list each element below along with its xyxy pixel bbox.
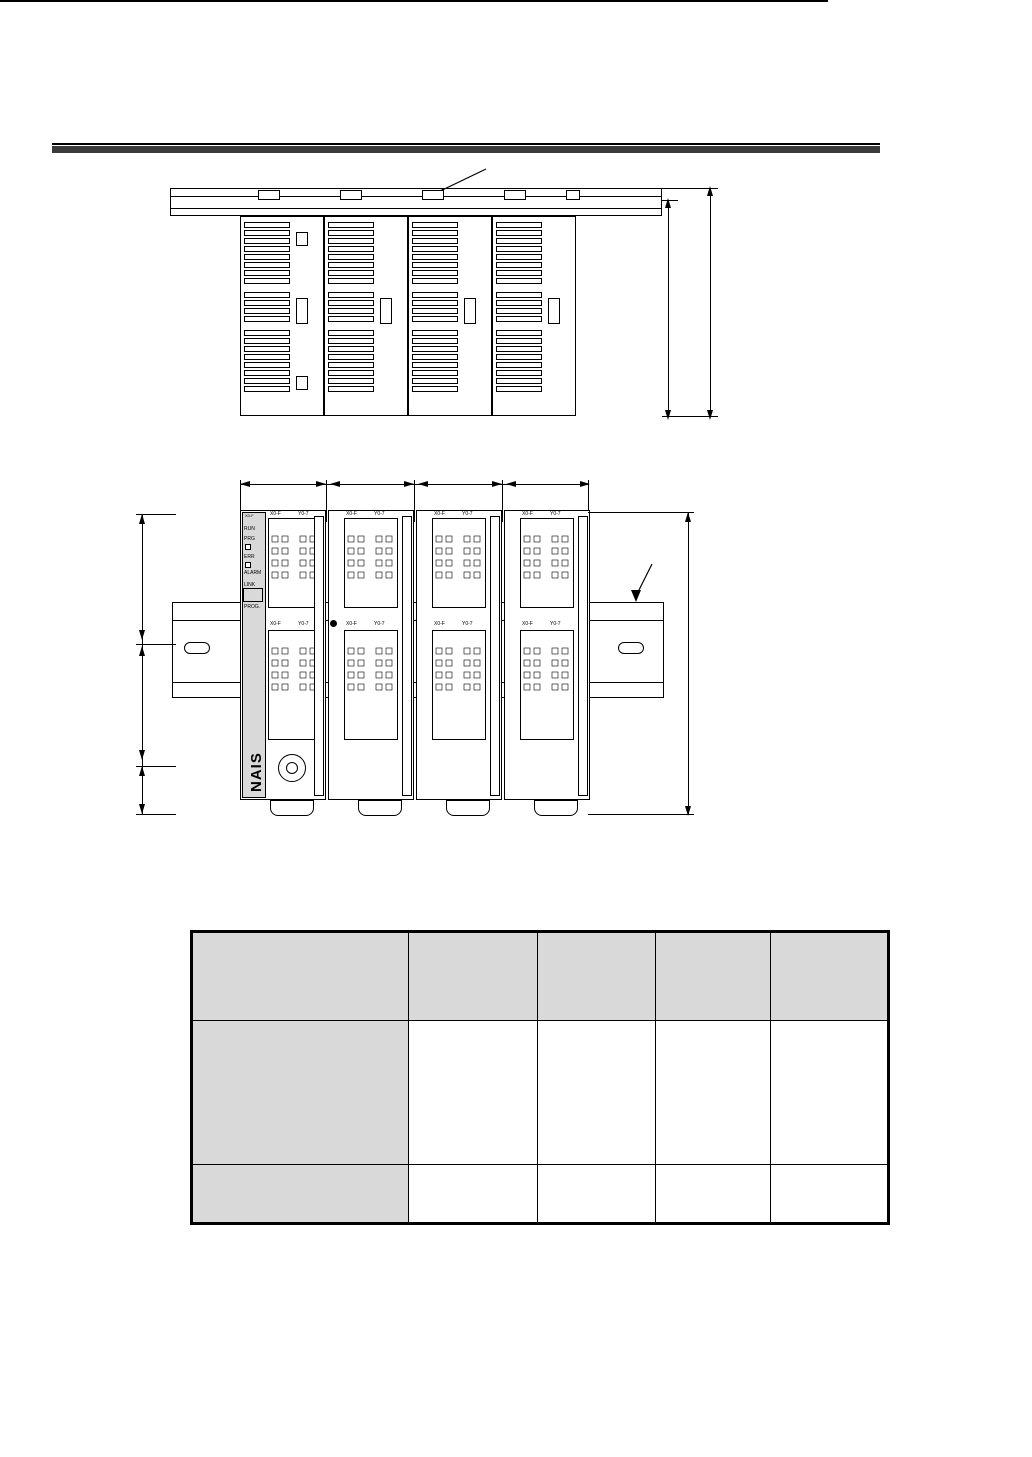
rail-tab (340, 190, 362, 200)
leader-arrow-icon (618, 562, 658, 608)
table-header-cell (193, 933, 409, 1021)
din-rail-edge-bottom (170, 208, 662, 209)
dimension-arrow-outer (704, 186, 718, 420)
terminal-label-y: Y0-7 (374, 621, 385, 627)
section-bar-hairline (52, 143, 880, 145)
rail-tab (422, 190, 444, 200)
table-cell (409, 1165, 538, 1223)
dimension-tick (588, 814, 694, 815)
led-dot (245, 562, 251, 568)
terminal-label-x: X0-F (522, 511, 533, 517)
terminal-label-x: X0-F (270, 621, 281, 627)
led-label-link: LINK (244, 582, 256, 588)
dimension-tick (136, 814, 176, 815)
table-header-cell (538, 933, 655, 1021)
rail-tab (504, 190, 526, 200)
terminal-label-y: Y0-7 (298, 621, 309, 627)
front-view-drawing (118, 470, 718, 840)
terminal-label-x: X0-F (434, 511, 445, 517)
dimension-arrow-inner (662, 198, 676, 420)
led-label-alarm: ALARM (244, 570, 262, 576)
dimension-arrow-overall-height (682, 510, 696, 818)
mounting-foot (534, 800, 578, 816)
module-side-connector (490, 516, 500, 796)
table-row (193, 1021, 888, 1165)
mounting-foot (270, 800, 314, 816)
dimension-chain-arrows (236, 478, 594, 492)
table-row-label (193, 1021, 409, 1165)
mounting-foot (446, 800, 490, 816)
table-cell (538, 1021, 655, 1165)
tool-port-center (286, 762, 298, 774)
footer-rule (0, 1, 828, 2)
terminal-label-x: X0-F (346, 621, 357, 627)
terminal-label-x: X0-F (522, 621, 533, 627)
terminal-label-y: Y0-7 (298, 511, 309, 517)
dimension-tick (136, 766, 176, 767)
table-cell (770, 1165, 887, 1223)
table-cell (770, 1021, 887, 1165)
dimension-tick (136, 644, 176, 645)
led-label-run: RUN (244, 526, 255, 532)
terminal-label-y: Y0-7 (374, 511, 385, 517)
terminal-label-y: Y0-7 (462, 511, 473, 517)
brand-logo-text: NAIS (248, 752, 265, 792)
led-label-prg: PRG (244, 536, 255, 542)
dimension-tick (662, 188, 718, 189)
module-side-connector (578, 516, 588, 796)
section-bar (52, 146, 880, 153)
terminal-label-x: X0-F (434, 621, 445, 627)
table-cell (655, 1021, 770, 1165)
table-header-cell (409, 933, 538, 1021)
led-dot (245, 544, 251, 550)
terminal-label-y: Y0-7 (550, 511, 561, 517)
din-rail-slot (618, 642, 644, 654)
extension-line (414, 480, 415, 522)
dimension-tick (662, 200, 678, 201)
terminal-label-y: Y0-7 (462, 621, 473, 627)
table-row (193, 1165, 888, 1223)
table-cell (538, 1165, 655, 1223)
rail-tab (566, 190, 580, 200)
terminal-label-y: Y0-7 (550, 621, 561, 627)
din-rail-edge-top (170, 196, 662, 197)
table-cell (409, 1021, 538, 1165)
mounting-foot (358, 800, 402, 816)
din-rail-slot (184, 642, 210, 654)
dimension-tick (136, 514, 176, 515)
reference-point-dot (330, 620, 337, 627)
dimension-table (190, 930, 890, 1225)
terminal-label: X0-F (245, 513, 254, 518)
dimension-tick (662, 416, 718, 417)
top-view-drawing (170, 180, 730, 425)
extension-line (502, 480, 503, 522)
terminal-label-x: X0-F (346, 511, 357, 517)
table-header-cell (655, 933, 770, 1021)
rail-tab (258, 190, 280, 200)
led-label-prog: PROG. (244, 604, 261, 610)
extension-line (326, 480, 327, 522)
din-rail-profile (170, 188, 662, 216)
mode-switch (243, 588, 263, 602)
dimension-tick (588, 512, 694, 513)
module-side-connector (402, 516, 412, 796)
led-label-err: ERR (244, 554, 255, 560)
table-cell (655, 1165, 770, 1223)
table-row-label (193, 1165, 409, 1223)
terminal-label-x: X0-F (270, 511, 281, 517)
module-side-connector (314, 516, 324, 796)
dimension-chain-left-arrows (136, 510, 150, 818)
table-header-cell (770, 933, 887, 1021)
